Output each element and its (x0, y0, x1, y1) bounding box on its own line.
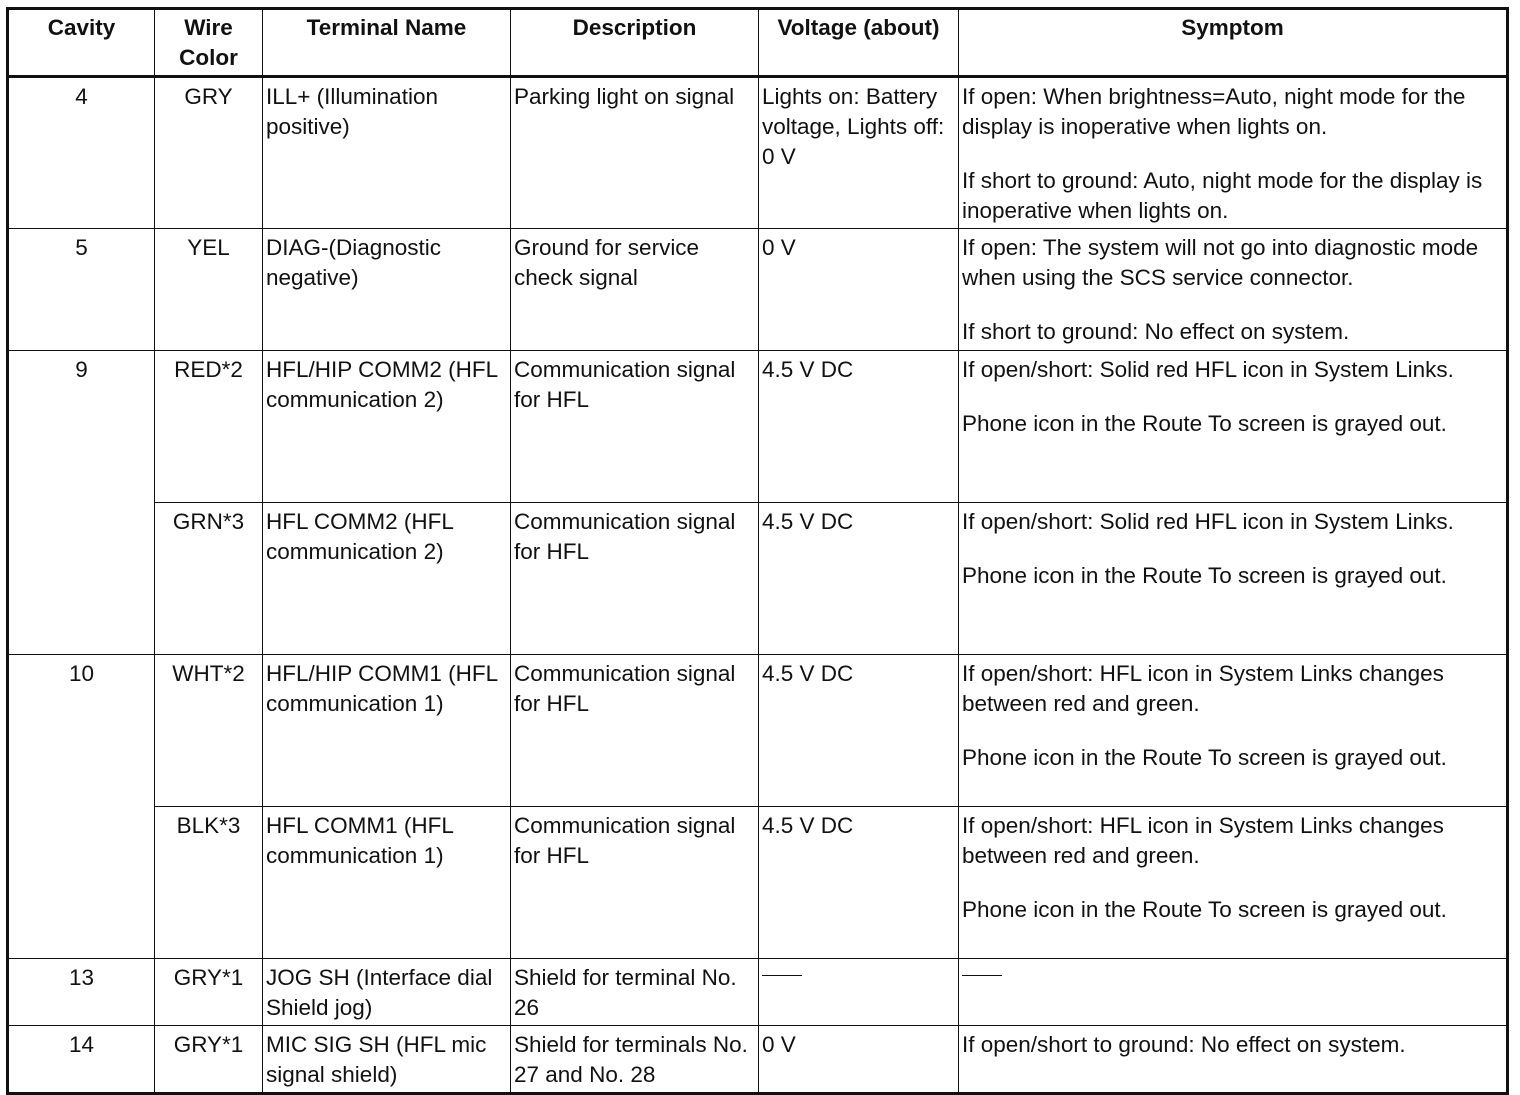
header-cavity: Cavity (8, 9, 155, 77)
voltage-cell (759, 959, 959, 1026)
symptom-cell (959, 503, 1508, 655)
terminal-name-cell: ILL+ (Illumination positive) (263, 77, 511, 229)
table-row (8, 351, 1508, 503)
table-row (8, 1026, 1508, 1094)
table-row (8, 655, 1508, 807)
terminal-name-cell: HFL/HIP COMM2 (HFL communication 2) (263, 351, 511, 503)
symptom-cell (959, 807, 1508, 959)
symptom-text: If open: When brightness=Auto, night mode for the display is inoperative when lights on. (962, 84, 1466, 139)
header-description: Description (511, 9, 759, 77)
voltage-cell: 4.5 V DC (759, 807, 959, 959)
header-voltage: Voltage (about) (759, 9, 959, 77)
wire-color-cell: GRY*1 (155, 959, 263, 1026)
description-cell: Parking light on signal (511, 77, 759, 229)
symptom-text: If open/short: HFL icon in System Links changes between red and green. (962, 813, 1444, 868)
description-cell: Ground for service check signal (511, 229, 759, 351)
table-row (8, 807, 1508, 959)
terminal-name-cell: HFL/HIP COMM1 (HFL communication 1) (263, 655, 511, 807)
wire-color-cell: WHT*2 (155, 655, 263, 807)
table-row (8, 959, 1508, 1026)
empty-dash (962, 975, 1002, 976)
table-row (8, 503, 1508, 655)
wire-color-cell: YEL (155, 229, 263, 351)
voltage-cell: 4.5 V DC (759, 351, 959, 503)
wire-color-cell: BLK*3 (155, 807, 263, 959)
description-cell: Communication signal for HFL (511, 503, 759, 655)
symptom-text: If open/short to ground: No effect on system. (962, 1032, 1406, 1057)
header-symptom: Symptom (959, 9, 1508, 77)
cavity-cell: 13 (8, 959, 155, 1026)
header-wire-color: Wire Color (155, 9, 263, 77)
symptom-text: If open: The system will not go into diagnostic mode when using the SCS service connector. (962, 235, 1479, 290)
wire-color-cell: GRN*3 (155, 503, 263, 655)
symptom-cell (959, 229, 1508, 351)
table-row (8, 77, 1508, 229)
wire-color-cell: RED*2 (155, 351, 263, 503)
cavity-cell: 5 (8, 229, 155, 351)
symptom-text: Phone icon in the Route To screen is grayed out. (962, 563, 1447, 588)
description-cell: Communication signal for HFL (511, 351, 759, 503)
description-cell: Communication signal for HFL (511, 807, 759, 959)
empty-dash (762, 975, 802, 976)
symptom-cell (959, 77, 1508, 229)
header-terminal-name: Terminal Name (263, 9, 511, 77)
voltage-cell: 0 V (759, 229, 959, 351)
description-cell: Shield for terminals No. 27 and No. 28 (511, 1026, 759, 1094)
terminal-name-cell: HFL COMM2 (HFL communication 2) (263, 503, 511, 655)
voltage-cell: 4.5 V DC (759, 503, 959, 655)
symptom-text: If open/short: Solid red HFL icon in System Links. (962, 509, 1454, 534)
description-cell: Communication signal for HFL (511, 655, 759, 807)
wire-color-cell: GRY (155, 77, 263, 229)
symptom-text: If open/short: HFL icon in System Links changes between red and green. (962, 661, 1444, 716)
symptom-cell (959, 959, 1508, 1026)
symptom-text: Phone icon in the Route To screen is grayed out. (962, 411, 1447, 436)
symptom-cell (959, 1026, 1508, 1094)
voltage-cell: 0 V (759, 1026, 959, 1094)
symptom-text: Phone icon in the Route To screen is grayed out. (962, 745, 1447, 770)
table-row (8, 229, 1508, 351)
cavity-cell: 14 (8, 1026, 155, 1094)
terminal-name-cell: JOG SH (Interface dial Shield jog) (263, 959, 511, 1026)
symptom-text: If short to ground: Auto, night mode for the display is inoperative when lights on. (962, 168, 1483, 223)
header-row (8, 9, 1508, 77)
symptom-text: Phone icon in the Route To screen is grayed out. (962, 897, 1447, 922)
cavity-cell: 9 (8, 351, 155, 655)
terminal-name-cell: DIAG-(Diagnostic negative) (263, 229, 511, 351)
voltage-cell: 4.5 V DC (759, 655, 959, 807)
symptom-text: If short to ground: No effect on system. (962, 319, 1350, 344)
terminal-table (6, 7, 1509, 1095)
description-cell: Shield for terminal No. 26 (511, 959, 759, 1026)
cavity-cell: 10 (8, 655, 155, 959)
terminal-name-cell: MIC SIG SH (HFL mic signal shield) (263, 1026, 511, 1094)
symptom-text: If open/short: Solid red HFL icon in System Links. (962, 357, 1454, 382)
voltage-cell: Lights on: Battery voltage, Lights off: 0 V (759, 77, 959, 229)
symptom-cell (959, 351, 1508, 503)
terminal-name-cell: HFL COMM1 (HFL communication 1) (263, 807, 511, 959)
symptom-cell (959, 655, 1508, 807)
wire-color-cell: GRY*1 (155, 1026, 263, 1094)
cavity-cell: 4 (8, 77, 155, 229)
